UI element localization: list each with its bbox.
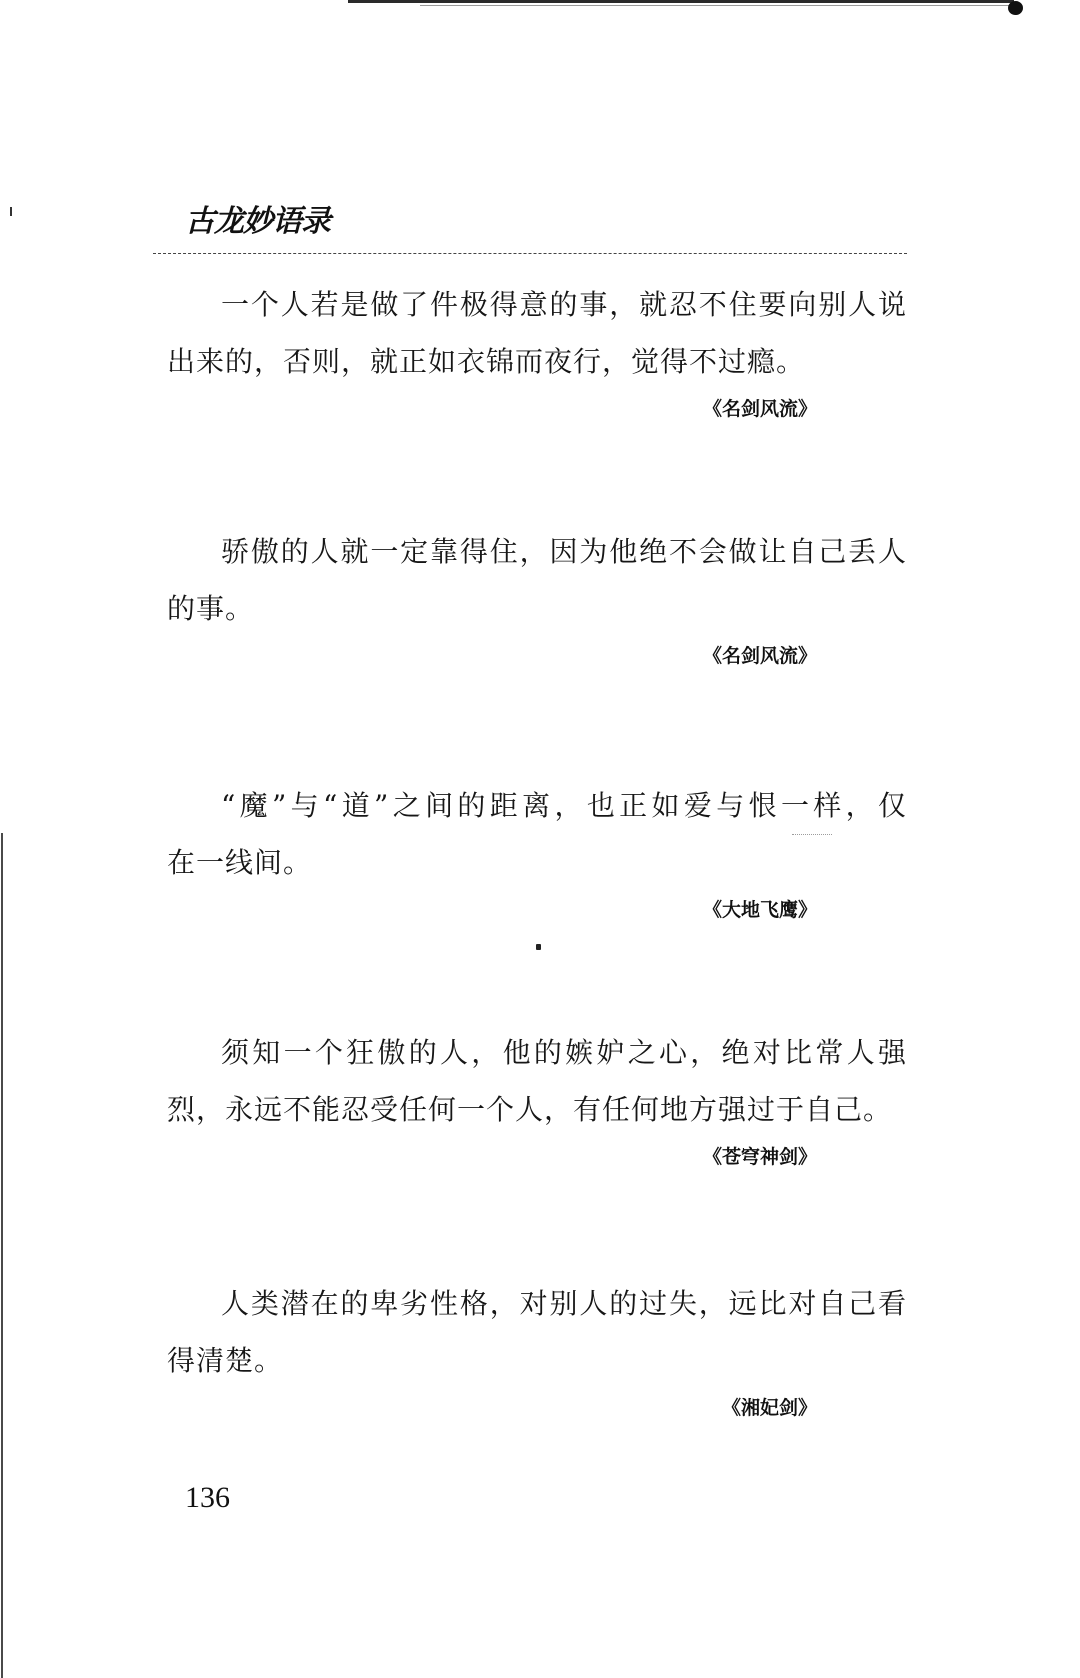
scan-stray-dot [536,944,541,950]
quote-line: 得清楚。 [167,1344,284,1377]
quote-line: 出来的，否则，就正如衣锦而夜行，觉得不过瘾。 [167,345,806,378]
quote-source: 《大地飞鹰》 [702,899,817,921]
quote-block [167,276,907,436]
quote-line: 一个人若是做了件极得意的事，就忍不住要向别人说 [221,288,907,321]
quote-source: 《名剑风流》 [702,398,817,420]
quote-line: 人类潜在的卑劣性格，对别人的过失，远比对自己看 [221,1287,907,1320]
quote-block [167,1275,907,1435]
quote-line: 须知一个狂傲的人，他的嫉妒之心，绝对比常人强 [221,1036,907,1069]
scan-ink-blob [1008,1,1023,15]
running-header-rule [153,253,907,254]
quote-block [167,1024,907,1184]
scan-edge-tick [10,207,12,216]
quote-line: “魔”与“道”之间的距离，也正如爱与恨一样，仅 [221,789,907,822]
page-number: 136 [185,1481,230,1514]
quote-line: 的事。 [167,592,255,625]
quote-block [167,523,907,683]
running-header-title: 古龙妙语录 [185,204,330,239]
scan-top-rule [348,0,1014,3]
quote-line: 骄傲的人就一定靠得住，因为他绝不会做让自己丢人 [221,535,907,568]
quote-source: 《苍穹神剑》 [702,1146,817,1168]
quote-line: 烈，永远不能忍受任何一个人，有任何地方强过于自己。 [167,1093,893,1126]
quote-source: 《湘妃剑》 [721,1397,817,1419]
scan-left-edge-shadow [1,833,3,1678]
quote-source: 《名剑风流》 [702,645,817,667]
scan-top-rule-thin [420,5,1010,6]
quote-line: 在一线间。 [167,846,313,879]
quote-block [167,777,907,937]
